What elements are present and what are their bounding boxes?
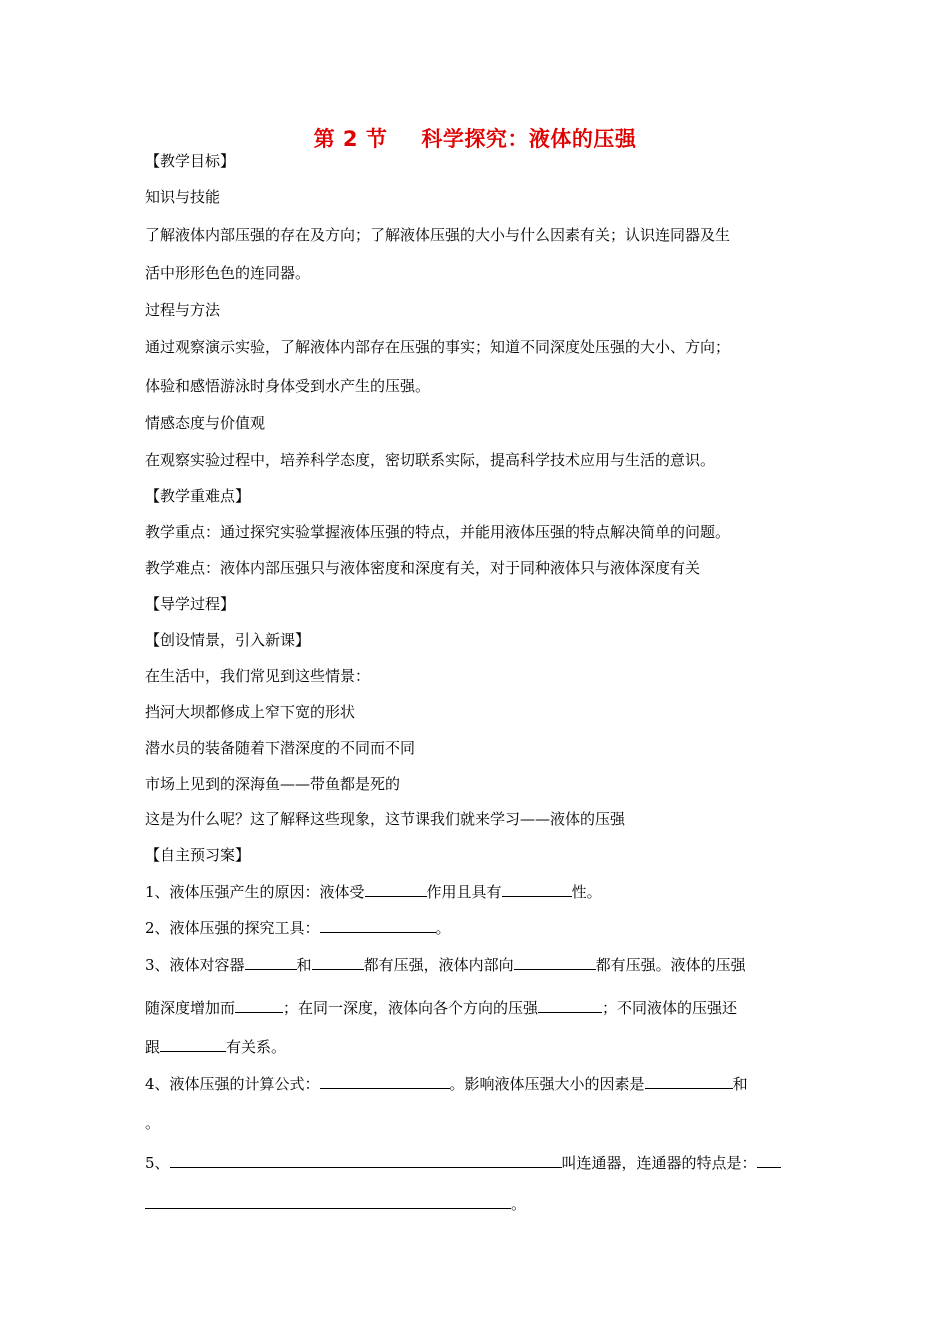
question-4: 4、液体压强的计算公式： 。影响液体压强大小的因素是 和 — [145, 1075, 748, 1093]
heading-self-preview: 【自主预习案】 — [145, 846, 251, 864]
answer-blank[interactable] — [320, 1073, 450, 1089]
paragraph-line: 这是为什么呢？这了解释这些现象，这节课我们就来学习——液体的压强 — [145, 810, 626, 828]
paragraph-line: 潜水员的装备随着下潜深度的不同而不同 — [145, 739, 416, 757]
heading-key-difficult-points: 【教学重难点】 — [145, 487, 251, 505]
page-title — [0, 123, 950, 153]
answer-blank[interactable] — [160, 1036, 226, 1052]
section-number: 第 2 节 — [313, 127, 388, 151]
paragraph-line: 活中形形色色的连同器。 — [145, 264, 311, 282]
answer-blank[interactable] — [320, 917, 436, 933]
subheading-knowledge-skills: 知识与技能 — [145, 188, 221, 206]
answer-blank[interactable] — [235, 997, 283, 1013]
subheading-process-methods: 过程与方法 — [145, 301, 221, 319]
answer-blank[interactable] — [645, 1073, 733, 1089]
answer-blank[interactable] — [514, 954, 596, 970]
question-3-end: 跟 有关系。 — [145, 1038, 287, 1056]
paragraph-line: 市场上见到的深海鱼——带鱼都是死的 — [145, 775, 401, 793]
answer-blank[interactable] — [502, 881, 572, 897]
question-5-end: 。 — [145, 1193, 526, 1214]
answer-blank[interactable] — [145, 1193, 511, 1209]
paragraph-line: 挡河大坝都修成上窄下宽的形状 — [145, 703, 356, 721]
heading-teaching-goals: 【教学目标】 — [145, 152, 236, 170]
paragraph-line: 通过观察演示实验，了解液体内部存在压强的事实；知道不同深度处压强的大小、方向； — [145, 338, 731, 356]
answer-blank[interactable] — [757, 1152, 781, 1168]
heading-guided-process: 【导学过程】 — [145, 595, 236, 613]
subheading-attitudes-values: 情感态度与价值观 — [145, 414, 266, 432]
section-topic: 科学探究：液体的压强 — [421, 127, 637, 151]
paragraph-line: 教学难点：液体内部压强只与液体密度和深度有关，对于同种液体只与液体深度有关 — [145, 559, 701, 577]
paragraph-line: 在观察实验过程中，培养科学态度，密切联系实际，提高科学技术应用与生活的意识。 — [145, 451, 716, 469]
answer-blank[interactable] — [365, 881, 427, 897]
paragraph-line: 体验和感悟游泳时身体受到水产生的压强。 — [145, 377, 431, 395]
paragraph-line: 教学重点：通过探究实验掌握液体压强的特点，并能用液体压强的特点解决简单的问题。 — [145, 523, 731, 541]
heading-create-scene: 【创设情景，引入新课】 — [145, 631, 311, 649]
question-2: 2、液体压强的探究工具： 。 — [145, 919, 451, 937]
answer-blank[interactable] — [312, 954, 364, 970]
answer-blank[interactable] — [538, 997, 602, 1013]
paragraph-line: 了解液体内部压强的存在及方向；了解液体压强的大小与什么因素有关；认识连同器及生 — [145, 226, 731, 244]
answer-blank[interactable] — [245, 954, 297, 970]
question-1: 1、液体压强产生的原因：液体受 作用且具有 性。 — [145, 883, 602, 901]
question-3-continued: 随深度增加而 ；在同一深度，液体向各个方向的压强 ；不同液体的压强还 — [145, 999, 738, 1017]
question-5: 5、 叫连通器，连通器的特点是： — [145, 1152, 781, 1173]
paragraph-line: 在生活中，我们常见到这些情景： — [145, 667, 371, 685]
question-4-end: 。 — [145, 1114, 161, 1132]
answer-blank[interactable] — [170, 1152, 562, 1168]
question-3: 3、液体对容器 和 都有压强，液体内部向 都有压强。液体的压强 — [145, 956, 746, 974]
